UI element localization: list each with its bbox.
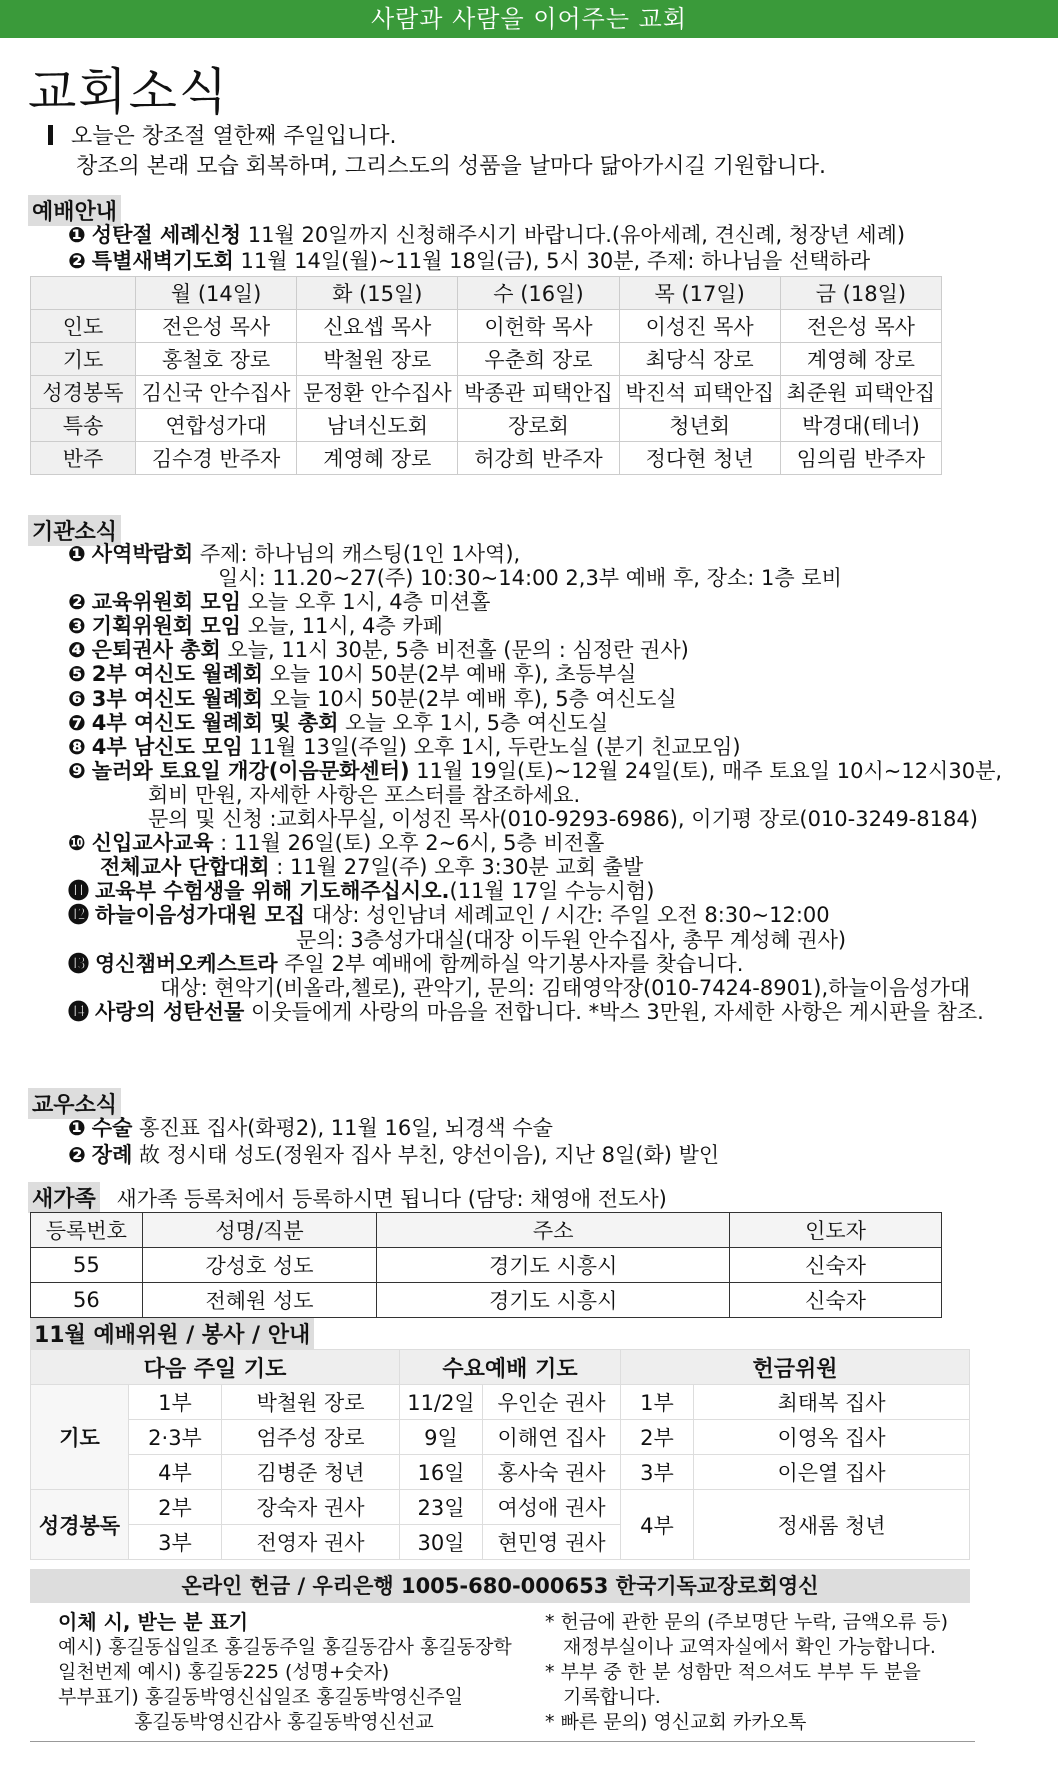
list-item — [68, 1000, 1002, 1024]
table-row — [31, 1248, 942, 1283]
list-item — [68, 248, 905, 274]
table-cell: 연합성가대 — [136, 409, 297, 442]
table-row — [31, 1490, 970, 1525]
item-number: ❶ — [68, 1116, 86, 1140]
table-cell: 김수경 반주자 — [136, 442, 297, 475]
footer-left-line: 부부표기) 홍길동박영신십일조 홍길동박영신주일 — [58, 1686, 463, 1708]
list-item — [68, 566, 1002, 590]
column-header: 수 (16일) — [458, 277, 619, 310]
list-item — [68, 687, 1002, 711]
column-header: 주소 — [377, 1213, 730, 1248]
item-title: 하늘이음성가대원 모집 — [95, 903, 306, 928]
list-item — [68, 831, 1002, 855]
item-text: 문의: 3층성가대실(대장 이두원 안수집사, 총무 계성혜 권사) — [296, 927, 847, 952]
newfamily-note: 새가족 등록처에서 등록하시면 됩니다 (담당: 채영애 전도사) — [116, 1187, 667, 1211]
table-cell: 신숙자 — [730, 1248, 942, 1283]
row-header: 인도 — [31, 310, 136, 343]
table-header-row — [31, 1213, 942, 1248]
list-item — [68, 222, 905, 248]
table-cell: 전혜원 성도 — [142, 1283, 377, 1318]
name-cell: 정새롬 청년 — [694, 1490, 970, 1560]
name-cell: 우인순 권사 — [483, 1385, 621, 1420]
footer-left — [58, 1610, 512, 1735]
service-cell: 2부 — [129, 1490, 222, 1525]
group-label: 성경봉독 — [31, 1490, 129, 1560]
column-header: 등록번호 — [31, 1213, 143, 1248]
name-cell: 장숙자 권사 — [222, 1490, 400, 1525]
name-cell: 최태복 집사 — [694, 1385, 970, 1420]
date-cell: 16일 — [400, 1455, 483, 1490]
list-item — [68, 759, 1002, 783]
table-row — [31, 310, 942, 343]
footer-left-line: 이체 시, 받는 분 표기 — [58, 1610, 249, 1634]
item-number: ❺ — [68, 662, 86, 687]
agency-list — [68, 542, 1002, 1024]
table-cell: 경기도 시흥시 — [377, 1283, 730, 1318]
item-title: 특별새벽기도회 — [91, 249, 234, 273]
list-item — [68, 614, 1002, 638]
footer-right-line: 기록합니다. — [563, 1686, 661, 1708]
list-item — [68, 711, 1002, 735]
item-number: ❷ — [68, 249, 86, 273]
list-item — [68, 590, 1002, 614]
item-title: 장례 — [91, 1143, 133, 1167]
table-cell: 홍철호 장로 — [136, 343, 297, 376]
item-text: 주제: 하나님의 캐스팅(1인 1사역), — [193, 542, 521, 566]
item-title: 4부 여신도 월례회 및 총회 — [91, 710, 339, 735]
row-header: 특송 — [31, 409, 136, 442]
item-title: 2부 여신도 월례회 — [91, 662, 264, 687]
item-text: 홍진표 집사(화평2), 11월 16일, 뇌경색 수술 — [132, 1116, 553, 1140]
table-cell: 장로회 — [458, 409, 619, 442]
table-row — [31, 1283, 942, 1318]
column-header: 인도자 — [730, 1213, 942, 1248]
list-item — [68, 807, 1002, 831]
page-title: 교회소식 — [28, 63, 230, 121]
service-cell: 2부 — [621, 1420, 694, 1455]
item-text: 오늘 오후 1시, 5층 여신도실 — [338, 710, 609, 735]
table-cell: 55 — [31, 1248, 143, 1283]
item-text: 오늘, 11시 30분, 5층 비전홀 (문의 : 심정란 권사) — [220, 638, 689, 663]
table-cell: 정다현 청년 — [619, 442, 780, 475]
item-title: 교육부 수험생을 위해 기도해주십시오. — [95, 879, 450, 904]
table-cell: 전은성 목사 — [136, 310, 297, 343]
section-label-agency: 기관소식 — [28, 515, 121, 546]
column-header: 화 (15일) — [297, 277, 458, 310]
table-row — [31, 1455, 970, 1490]
item-number: ❸ — [68, 614, 86, 639]
newfamily-table — [30, 1212, 942, 1318]
table-cell: 박철원 장로 — [297, 343, 458, 376]
table-cell: 허강희 반주자 — [458, 442, 619, 475]
table-cell: 전은성 목사 — [780, 310, 941, 343]
table-header-row — [31, 277, 942, 310]
item-title: 수술 — [91, 1116, 133, 1140]
item-title: 성탄절 세례신청 — [91, 223, 242, 247]
november-header — [30, 1318, 314, 1349]
list-item — [68, 662, 1002, 686]
item-title: 영신챔버오케스트라 — [95, 951, 278, 976]
table-cell: 신요셉 목사 — [297, 310, 458, 343]
item-title: 전체교사 단합대회 — [100, 855, 270, 880]
table-cell: 박진석 피택안집 — [619, 376, 780, 409]
service-cell: 4부 — [621, 1490, 694, 1560]
table-row — [31, 409, 942, 442]
table-cell: 계영혜 장로 — [780, 343, 941, 376]
table-cell: 최준원 피택안집 — [780, 376, 941, 409]
footer-right-line: * 부부 중 한 분 성함만 적으셔도 부부 두 분을 — [545, 1661, 921, 1683]
item-text: 대상: 현악기(비올라,첼로), 관악기, 문의: 김태영악장(010-7424-8901),하늘이음성가대 — [160, 975, 971, 1000]
footer-right-line: 재정부실이나 교역자실에서 확인 가능합니다. — [563, 1636, 936, 1658]
item-title: 신입교사교육 — [91, 831, 214, 856]
list-item — [68, 638, 1002, 662]
list-item — [68, 855, 1002, 879]
table-cell: 강성호 성도 — [142, 1248, 377, 1283]
item-number: ❶ — [68, 542, 86, 566]
column-header: 월 (14일) — [136, 277, 297, 310]
table-cell: 청년회 — [619, 409, 780, 442]
list-item — [68, 1115, 719, 1142]
november-duty-table — [30, 1349, 970, 1560]
item-text: 오늘, 11시, 4층 카페 — [241, 614, 443, 639]
name-cell: 홍사숙 권사 — [483, 1455, 621, 1490]
table-cell: 문정환 안수집사 — [297, 376, 458, 409]
item-title: 4부 남신도 모임 — [91, 734, 243, 759]
list-item — [68, 542, 1002, 566]
table-cell: 경기도 시흥시 — [377, 1248, 730, 1283]
item-text: 일시: 11.20~27(주) 10:30~14:00 2,3부 예배 후, 장소: 1층 로비 — [218, 566, 842, 591]
table-cell: 박경대(테너) — [780, 409, 941, 442]
item-text: 문의 및 신청 :교회사무실, 이성진 목사(010-9293-6986), 이기평 장로(010-3249-8184) — [148, 807, 978, 832]
column-header: 수요예배 기도 — [400, 1350, 621, 1385]
item-title: 교육위원회 모임 — [91, 590, 242, 615]
list-item — [68, 879, 1002, 903]
table-cell: 우춘희 장로 — [458, 343, 619, 376]
list-item — [68, 783, 1002, 807]
item-text: 故 정시태 성도(정원자 집사 부친, 양선이음), 지난 8일(화) 발인 — [132, 1143, 720, 1167]
item-title: 기획위원회 모임 — [91, 614, 242, 639]
table-cell: 56 — [31, 1283, 143, 1318]
table-row — [31, 343, 942, 376]
item-text: 회비 만원, 자세한 사항은 포스터를 참조하세요. — [148, 782, 581, 807]
item-text: 오늘 10시 50분(2부 예배 후), 초등부실 — [263, 662, 637, 687]
item-text: 이웃들에게 사랑의 마음을 전합니다. *박스 3만원, 자세한 사항은 게시판을 참조. — [244, 999, 984, 1024]
item-text: 오늘 오후 1시, 4층 미션홀 — [241, 590, 491, 615]
item-number: ❿ — [68, 831, 86, 856]
service-cell: 1부 — [621, 1385, 694, 1420]
item-text: : 11월 26일(토) 오후 2~6시, 5층 비전홀 — [213, 831, 605, 856]
dawn-prayer-schedule-table — [30, 276, 942, 475]
november-label: 11월 예배위원 / 봉사 / 안내 — [30, 1318, 314, 1349]
item-text: 대상: 성인남녀 세례교인 / 시간: 주일 오전 8:30~12:00 — [305, 903, 830, 928]
column-header: 헌금위원 — [621, 1350, 970, 1385]
table-cell: 김신국 안수집사 — [136, 376, 297, 409]
item-text: 11월 14일(월)~11월 18일(금), 5시 30분, 주제: 하나님을 선택하라 — [233, 249, 871, 273]
item-number: ❽ — [68, 734, 86, 759]
table-row — [31, 1385, 970, 1420]
table-header-row — [31, 1350, 970, 1385]
service-cell: 3부 — [129, 1525, 222, 1560]
row-header: 기도 — [31, 343, 136, 376]
name-cell: 이은열 집사 — [694, 1455, 970, 1490]
item-title: 은퇴권사 총회 — [91, 638, 221, 663]
name-cell: 박철원 장로 — [222, 1385, 400, 1420]
service-cell: 2·3부 — [129, 1420, 222, 1455]
column-header: 금 (18일) — [780, 277, 941, 310]
intro — [48, 122, 826, 182]
row-header: 반주 — [31, 442, 136, 475]
footer-right-line: * 빠른 문의) 영신교회 카카오톡 — [545, 1711, 807, 1733]
date-cell: 23일 — [400, 1490, 483, 1525]
table-cell: 최당식 장로 — [619, 343, 780, 376]
item-title: 놀러와 토요일 개강(이음문화센터) — [91, 758, 410, 783]
item-number: ❻ — [68, 686, 86, 711]
table-cell: 임의림 반주자 — [780, 442, 941, 475]
footer-left-line: 일천번제 예시) 홍길동225 (성명+숫자) — [58, 1661, 390, 1683]
item-text: : 11월 27일(주) 오후 3:30분 교회 출발 — [269, 855, 644, 880]
list-item — [68, 976, 1002, 1000]
item-text: 주일 2부 예배에 함께하실 악기봉사자를 찾습니다. — [277, 951, 744, 976]
item-text: 오늘 10시 50분(2부 예배 후), 5층 여신도실 — [263, 686, 677, 711]
column-header: 목 (17일) — [619, 277, 780, 310]
item-number: ❷ — [68, 1143, 86, 1167]
name-cell: 김병준 청년 — [222, 1455, 400, 1490]
name-cell: 엄주성 장로 — [222, 1420, 400, 1455]
table-cell: 이성진 목사 — [619, 310, 780, 343]
item-number: ❶ — [68, 223, 86, 247]
service-cell: 1부 — [129, 1385, 222, 1420]
item-text: 11월 13일(주일) 오후 1시, 두란노실 (분기 친교모임) — [242, 734, 741, 759]
item-text: 11월 19일(토)~12월 24일(토), 매주 토요일 10시~12시30분, — [409, 758, 1003, 783]
name-cell: 이해연 집사 — [483, 1420, 621, 1455]
section-label-member: 교우소식 — [28, 1088, 121, 1119]
table-row — [31, 442, 942, 475]
section-label-worship: 예배안내 — [28, 195, 121, 226]
footer-left-line: 예시) 홍길동십일조 홍길동주일 홍길동감사 홍길동장학 — [58, 1636, 512, 1658]
name-cell: 이영옥 집사 — [694, 1420, 970, 1455]
table-cell: 박종관 피택안집 — [458, 376, 619, 409]
name-cell: 전영자 권사 — [222, 1525, 400, 1560]
footer-right-line: * 헌금에 관한 문의 (주보명단 누락, 금액오류 등) — [545, 1611, 949, 1633]
item-text: 11월 20일까지 신청해주시기 바랍니다.(유아세례, 견신례, 청장년 세례) — [241, 223, 906, 247]
list-item — [68, 903, 1002, 927]
date-cell: 30일 — [400, 1525, 483, 1560]
service-cell: 3부 — [621, 1455, 694, 1490]
group-label: 기도 — [31, 1385, 129, 1490]
table-row — [31, 376, 942, 409]
member-list — [68, 1115, 719, 1169]
column-header: 성명/직분 — [142, 1213, 377, 1248]
list-item — [68, 928, 1002, 952]
column-header: 다음 주일 기도 — [31, 1350, 400, 1385]
item-title: 사랑의 성탄선물 — [95, 999, 245, 1024]
row-header: 성경봉독 — [31, 376, 136, 409]
item-number: ⓬ — [68, 903, 89, 928]
footer-divider — [30, 1741, 975, 1742]
item-number: ❷ — [68, 590, 86, 615]
name-cell: 여성애 권사 — [483, 1490, 621, 1525]
online-offering-bar: 온라인 헌금 / 우리은행 1005-680-000653 한국기독교장로회영신 — [30, 1569, 970, 1603]
table-cell: 신숙자 — [730, 1283, 942, 1318]
section-label-newfamily: 새가족 — [28, 1182, 100, 1213]
list-item — [68, 952, 1002, 976]
item-number: ⓮ — [68, 999, 89, 1024]
item-text: (11월 17일 수능시험) — [449, 879, 655, 904]
intro-line-1: 오늘은 창조절 열한째 주일입니다. — [71, 124, 397, 149]
item-number: ⓫ — [68, 879, 89, 904]
item-number: ⓭ — [68, 951, 89, 976]
table-cell: 남녀신도회 — [297, 409, 458, 442]
table-row — [31, 1420, 970, 1455]
date-cell: 11/2일 — [400, 1385, 483, 1420]
table-cell: 이헌학 목사 — [458, 310, 619, 343]
intro-line-2: 창조의 본래 모습 회복하며, 그리스도의 성품을 날마다 닮아가시길 기원합니다. — [76, 154, 826, 179]
item-number: ❼ — [68, 710, 86, 735]
footer-left-line: 홍길동박영신감사 홍길동박영신선교 — [134, 1711, 434, 1733]
item-number: ❹ — [68, 638, 86, 663]
list-item — [68, 735, 1002, 759]
worship-list — [68, 222, 905, 274]
bullet-bar — [48, 125, 53, 145]
newfamily-header — [28, 1182, 667, 1213]
name-cell: 현민영 권사 — [483, 1525, 621, 1560]
date-cell: 9일 — [400, 1420, 483, 1455]
column-header — [31, 277, 136, 310]
item-title: 3부 여신도 월례회 — [91, 686, 264, 711]
table-cell: 계영혜 장로 — [297, 442, 458, 475]
service-cell: 4부 — [129, 1455, 222, 1490]
item-title: 사역박람회 — [91, 542, 194, 566]
item-number: ❾ — [68, 758, 86, 783]
footer-right — [545, 1610, 948, 1735]
header-banner: 사람과 사람을 이어주는 교회 — [0, 0, 1058, 38]
list-item — [68, 1142, 719, 1169]
